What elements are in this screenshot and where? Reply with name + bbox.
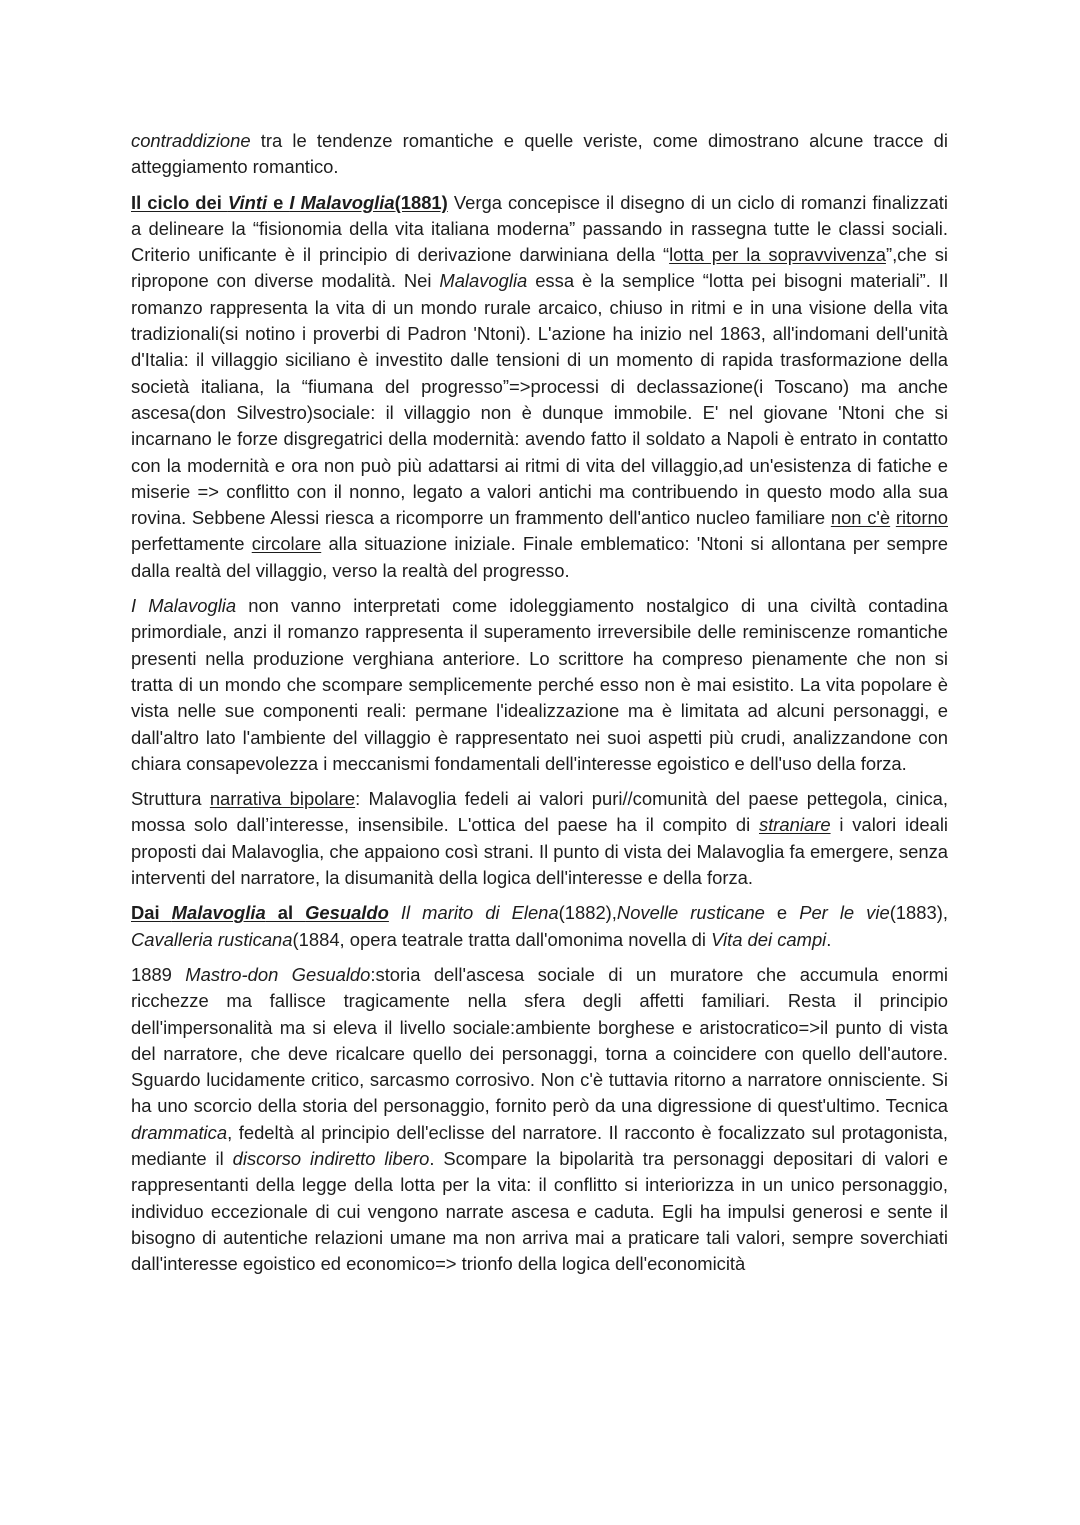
underlined-term: ritorno: [895, 507, 948, 529]
italic-term: Malavoglia: [439, 270, 528, 292]
text-run: : Malavoglia fedeli ai valori puri//comunità del paese pettegola, cinica, mossa solo dall’interesse, insensibile. L'ottica del paese ha il compito di: [131, 788, 948, 836]
underlined-term: circolare: [251, 533, 322, 555]
text-run: .: [826, 928, 832, 950]
heading-run-italic: I Malavoglia: [289, 191, 395, 213]
underlined-term: lotta per la sopravvivenza: [669, 244, 886, 266]
document-page: [131, 128, 948, 1286]
paragraph-mastro-don-gesualdo: [131, 962, 948, 1278]
heading-run-italic: Vinti: [227, 191, 268, 213]
italic-term: contraddizione: [131, 130, 251, 151]
text-run: Verga concepisce il disegno di un ciclo di romanzi finalizzati a delineare la “fisionomia della vita italiana moderna” passando in rassegna tutte le classi sociali. Criterio unificante è il principio di derivazione darwiniana della “: [131, 191, 948, 266]
paragraph-dai-malavoglia-al-gesualdo: [131, 900, 948, 953]
text-run: Struttura: [131, 788, 210, 810]
text-run: perfettamente: [131, 533, 252, 555]
text-run: . Scompare la bipolarità tra personaggi depositari di valori e rappresentanti della legge della lotta per la vita: il conflitto si interiorizza in un unico personaggio, individuo eccezionale di cui vengono narrate ascesa e caduta. Egli ha impulsi generosi e sente il bisogno di autentiche relazioni umane ma non arriva mai a praticare tali valori, sempre soverchiati dall'interesse egoistico ed economico=> trionfo della logica dell'economicità: [131, 1147, 948, 1275]
text-run: essa è la semplice “lotta pei bisogni materiali”. Il romanzo rappresenta la vita di un mondo rurale arcaico, chiuso in ritmi e in una visione della vita tradizionali(si notino i proverbi di Padron 'Ntoni). L'azione ha inizio nel 1863, all'indomani dell'unità d'Italia: il villaggio siciliano è investito dalle tensioni di un momento di rapida trasformazione della società italiana, la “fiumana del progresso”=>processi di declassazione(i Toscano) ma anche ascesa(don Silvestro)sociale: il villaggio non è dunque immobile. E' nel giovane 'Ntoni che si incarnano le forze disgregatrici della modernità: avendo fatto il soldato a Napoli è entrato in contatto con la modernità e ora non può più adattarsi ai ritmi di vita del villaggio,ad un'esistenza di fatiche e miserie => conflitto con il nonno, legato a valori antichi ma contribuendo in questo modo alla sua rovina. Sebbene Alessi riesca a ricomporre un frammento dell'antico nucleo familiare: [131, 270, 948, 529]
italic-underlined-term: straniare: [759, 814, 831, 836]
heading-run: e: [267, 191, 290, 213]
heading-run: Il ciclo dei: [131, 191, 228, 213]
italic-term: discorso indiretto libero: [232, 1147, 430, 1169]
text-run: (1883),: [889, 902, 948, 924]
heading-run-italic: Malavoglia: [171, 902, 266, 924]
paragraph-intro-contraddizione: [131, 128, 948, 181]
italic-term: I Malavoglia: [131, 595, 237, 617]
heading-run-italic: Gesualdo: [305, 902, 389, 924]
italic-term: Cavalleria rusticana: [131, 928, 293, 950]
heading-run: al: [265, 902, 306, 924]
italic-term: Per le vie: [799, 902, 890, 924]
text-run: alla situazione iniziale. Finale emblematico: 'Ntoni si allontana per sempre dalla realtà del villaggio, verso la realtà del progresso.: [131, 533, 948, 581]
heading-run: (1881): [394, 191, 448, 213]
text-run: (1884, opera teatrale tratta dall'omonima novella di: [292, 928, 712, 950]
paragraph-ciclo-vinti: [131, 190, 948, 584]
text-run: 1889: [131, 963, 186, 985]
underlined-term: narrativa bipolare: [209, 788, 356, 810]
text-run: :storia dell'ascesa sociale di un muratore che accumula enormi ricchezze ma fallisce tragicamente nella sfera degli affetti familiari. Resta il principio dell'impersonalità ma si eleva il livello sociale:ambiente borghese e aristocratico=>il punto di vista del narratore, che deve ricalcare quello dei personaggi, torna a coincidere con quello dell'autore. Sguardo lucidamente critico, sarcasmo corrosivo. Non c'è tuttavia ritorno a narratore onnisciente. Si ha uno scorcio della storia del personaggio, fornito però da una digressione di quest'ultimo. Tecnica: [131, 963, 948, 1117]
italic-term: Il marito di Elena: [400, 902, 559, 924]
heading-run: Dai: [131, 902, 172, 924]
section-heading-ciclo-vinti: [131, 192, 448, 213]
italic-term: Novelle rusticane: [616, 902, 765, 924]
paragraph-interpretazione-malavoglia: [131, 593, 948, 777]
text-run: [389, 902, 401, 923]
section-heading-malavoglia-gesualdo: [131, 902, 389, 923]
text-run: i valori ideali proposti dai Malavoglia, che appaiono così strani. Il punto di vista dei Malavoglia fa emergere, senza interventi del narratore, la disumanità della logica dell'interesse e della forza.: [131, 814, 948, 889]
underlined-term: non c'è: [830, 507, 891, 529]
text-run: tra le tendenze romantiche e quelle veriste, come dimostrano alcune tracce di atteggiamento romantico.: [131, 130, 948, 178]
italic-term: Vita dei campi: [711, 928, 827, 950]
text-run: ”,che si ripropone con diverse modalità. Nei: [131, 244, 948, 292]
text-run: , fedeltà al principio dell'eclisse del narratore. Il racconto è focalizzato sul protagonista, mediante il: [131, 1121, 948, 1169]
italic-term: drammatica: [131, 1121, 228, 1143]
paragraph-struttura-bipolare: [131, 786, 948, 891]
text-run: (1882),: [558, 902, 617, 924]
text-run: e: [764, 902, 800, 924]
italic-term: Mastro-don Gesualdo: [185, 963, 371, 985]
text-run: non vanno interpretati come idoleggiamento nostalgico di una civiltà contadina primordiale, anzi il romanzo rappresenta il superamento irreversibile delle reminiscenze romantiche presenti nella produzione verghiana anteriore. Lo scrittore ha compreso pienamente che non si tratta di un mondo che scompare semplicemente perché esso non è mai esistito. La vita popolare è vista nelle sue componenti reali: permane l'idealizzazione ma è limitata ad alcuni personaggi, e dall'altro lato l'ambiente del villaggio è rappresentato nei suoi aspetti più crudi, analizzandone con chiara consapevolezza i meccanismi fondamentali dell'interesse egoistico e dell'uso della forza.: [131, 595, 948, 774]
